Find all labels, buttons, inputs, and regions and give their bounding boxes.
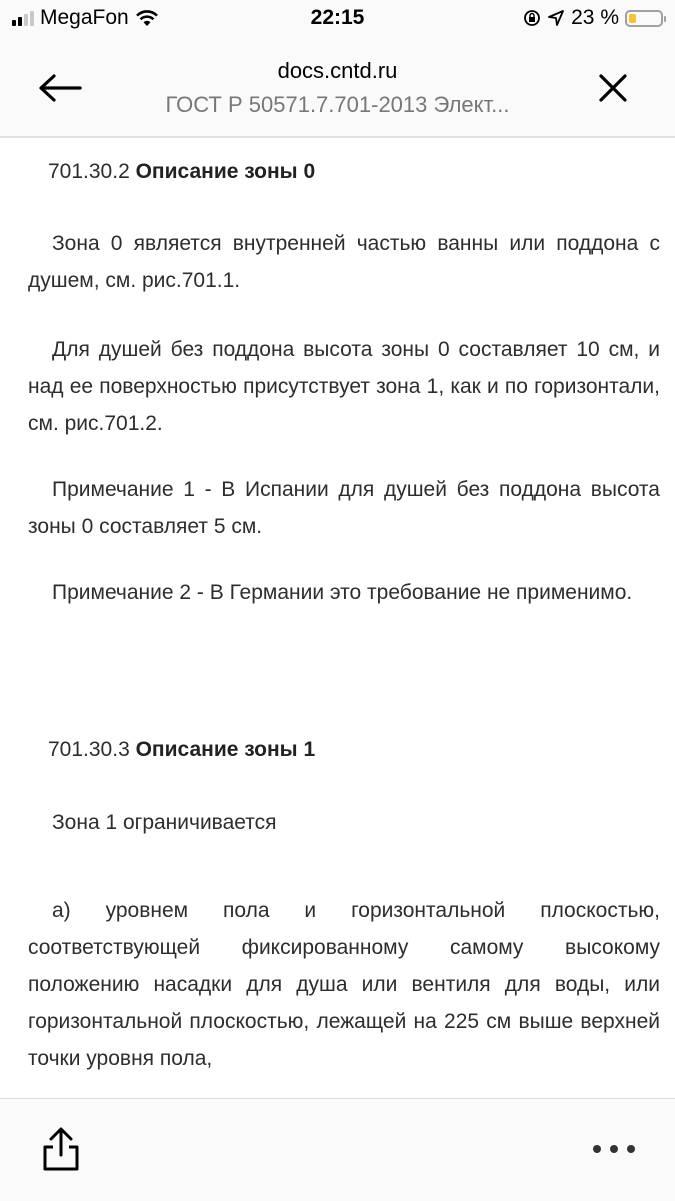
paragraph-zone0-height: Для душей без поддона высота зоны 0 составляет 10 см, и над ее поверхностью присутствует зона 1, как и по горизонтали, см. рис.701.2. xyxy=(28,338,660,435)
browser-header xyxy=(0,40,675,138)
section-number: 701.30.3 xyxy=(48,738,130,761)
bottom-toolbar xyxy=(0,1098,675,1201)
section-title: Описание зоны 1 xyxy=(135,738,316,761)
status-right xyxy=(523,6,663,30)
status-bar xyxy=(0,0,675,40)
clock: 22:15 xyxy=(310,6,365,29)
more-dots-icon xyxy=(593,1145,601,1153)
paragraph-zone0-definition: Зона 0 является внутренней частью ванны или поддона с душем, см. рис.701.1. xyxy=(28,232,660,292)
site-domain: docs.cntd.ru xyxy=(277,58,398,83)
more-button[interactable] xyxy=(593,1139,635,1159)
battery-icon xyxy=(625,10,663,27)
battery-percent: 23 % xyxy=(571,6,619,29)
section-title: Описание зоны 0 xyxy=(135,160,316,183)
section-number: 701.30.2 xyxy=(48,160,130,183)
share-button[interactable] xyxy=(38,1125,84,1175)
document-content[interactable] xyxy=(0,138,675,1096)
page-title: ГОСТ Р 50571.7.701-2013 Элект... xyxy=(165,92,510,117)
location-icon xyxy=(547,9,565,27)
orientation-lock-icon xyxy=(523,9,541,27)
paragraph-zone1-intro: Зона 1 ограничивается xyxy=(52,811,277,834)
carrier-name: MegaFon xyxy=(40,6,129,29)
close-icon xyxy=(593,68,633,108)
paragraph-zone1-item-a: а) уровнем пола и горизонтальной плоскостью, соответствующей фиксированному самому высокому положению насадки для душа или вентиля для воды, или горизонтальной плоскостью, лежащей на 225 см выше верхней точки уровня пола, xyxy=(28,899,660,1070)
note-2: Примечание 2 - В Германии это требование не применимо. xyxy=(52,581,633,604)
share-icon xyxy=(38,1125,84,1175)
close-button[interactable] xyxy=(593,68,633,108)
section-heading-701-30-2 xyxy=(48,160,315,184)
note-1: Примечание 1 - В Испании для душей без поддона высота зоны 0 составляет 5 см. xyxy=(28,478,660,538)
section-heading-701-30-3 xyxy=(48,738,315,762)
